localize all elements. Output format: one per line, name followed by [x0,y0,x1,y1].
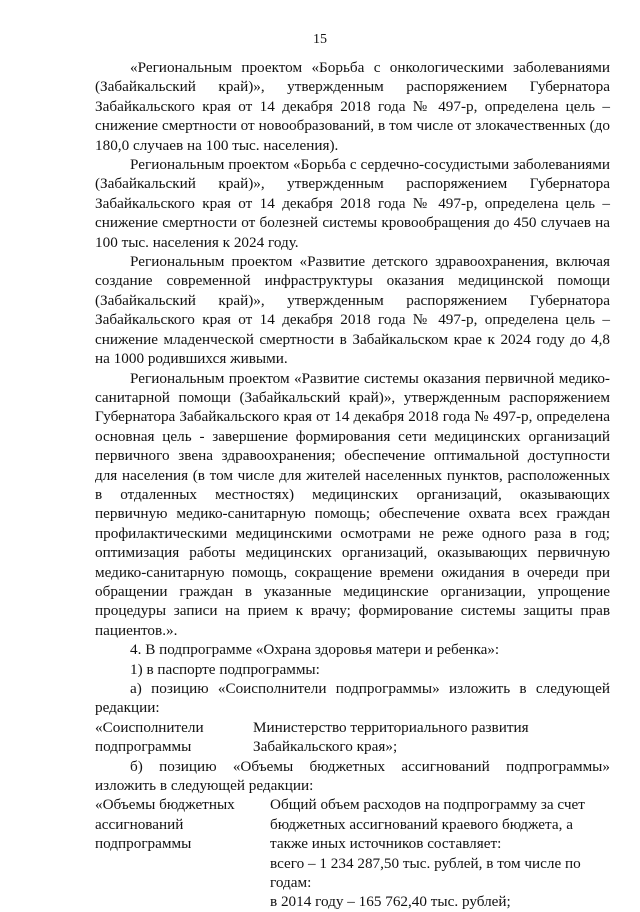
paragraph-subprogram: 4. В подпрограмме «Охрана здоровья матери и ребенка»: [130,641,500,659]
budget-value [270,795,610,911]
paragraph-passport: 1) в паспорте подпрограммы: [130,660,320,678]
document-body [95,58,610,912]
paragraph-primary-care: Региональным проектом «Развитие системы оказания первичной медико-санитарной помощи (Забайкальский край)», утвержденным распоряжением Губернатора Забайкальского края от 14 декабря 2018 года № 497-р, определена основная цель - завершение формирования сети медицинских организаций первичного звена здравоохранения; обеспечение оптимальной доступности для населения (в том числе для жителей населенных пунктов, расположенных в отдаленных местностях) медицинских организаций, оказывающих первичную медико-санитарную помощь; обеспечение охвата всех граждан профилактическими медицинскими осмотрами не реже одного раза в год; оптимизация работы медицинских организаций, оказывающих первичную медико-санитарную помощь, сокращение времени ожидания в очереди при обращении граждан в указанные медицинские организации, упрощение процедуры записи на прием к врачу; формирование системы защиты прав пациентов.». [95,369,610,639]
coexecutors-label: «Соисполнители подпрограммы [95,718,204,756]
paragraph-oncology: «Региональным проектом «Борьба с онкологическими заболеваниями (Забайкальский край)», утвержденным распоряжением Губернатора Забайкальского края от 14 декабря 2018 года № 497-р, определена цель – снижение смертности от новообразований, в том числе от злокачественных (до 180,0 случаев на 100 тыс. населения). [95,59,610,154]
coexecutors-value: Министерство территориального развития Забайкальского края»; [253,718,529,756]
paragraph-child-health: Региональным проектом «Развитие детского здравоохранения, включая создание современной инфраструктуры оказания медицинской помощи (Забайкальский край)», утвержденным распоряжением Губернатора Забайкальского края от 14 декабря 2018 года № 497-р, определена цель – снижение младенческой смертности в Забайкальском крае к 2024 году до 4,8 на 1000 родившихся живыми. [95,253,610,368]
page-number: 15 [313,32,327,47]
paragraph-budget: б) позицию «Объемы бюджетных ассигнований подпрограммы» изложить в следующей редакции: [95,757,610,795]
budget-line-total: всего – 1 234 287,50 тыс. рублей, в том числе по годам: [270,854,581,892]
budget-label: «Объемы бюджетных ассигнований подпрограммы [95,796,235,853]
coexecutors-table [95,718,610,757]
budget-line-total-intro: Общий объем расходов на подпрограмму за счет бюджетных ассигнований краевого бюджета, а также иных источников составляет: [270,796,585,853]
budget-table [95,795,610,911]
paragraph-coexecutors: а) позицию «Соисполнители подпрограммы» изложить в следующей редакции: [95,680,610,717]
paragraph-cardio: Региональным проектом «Борьба с сердечно-сосудистыми заболеваниями (Забайкальский край)», утвержденным распоряжением Губернатора Забайкальского края от 14 декабря 2018 года № 497-р, определена цель – снижение смертности от болезней системы кровообращения до 450 случаев на 100 тыс. населения к 2024 году. [95,156,610,251]
budget-line-2014: в 2014 году – 165 762,40 тыс. рублей; [270,893,511,911]
